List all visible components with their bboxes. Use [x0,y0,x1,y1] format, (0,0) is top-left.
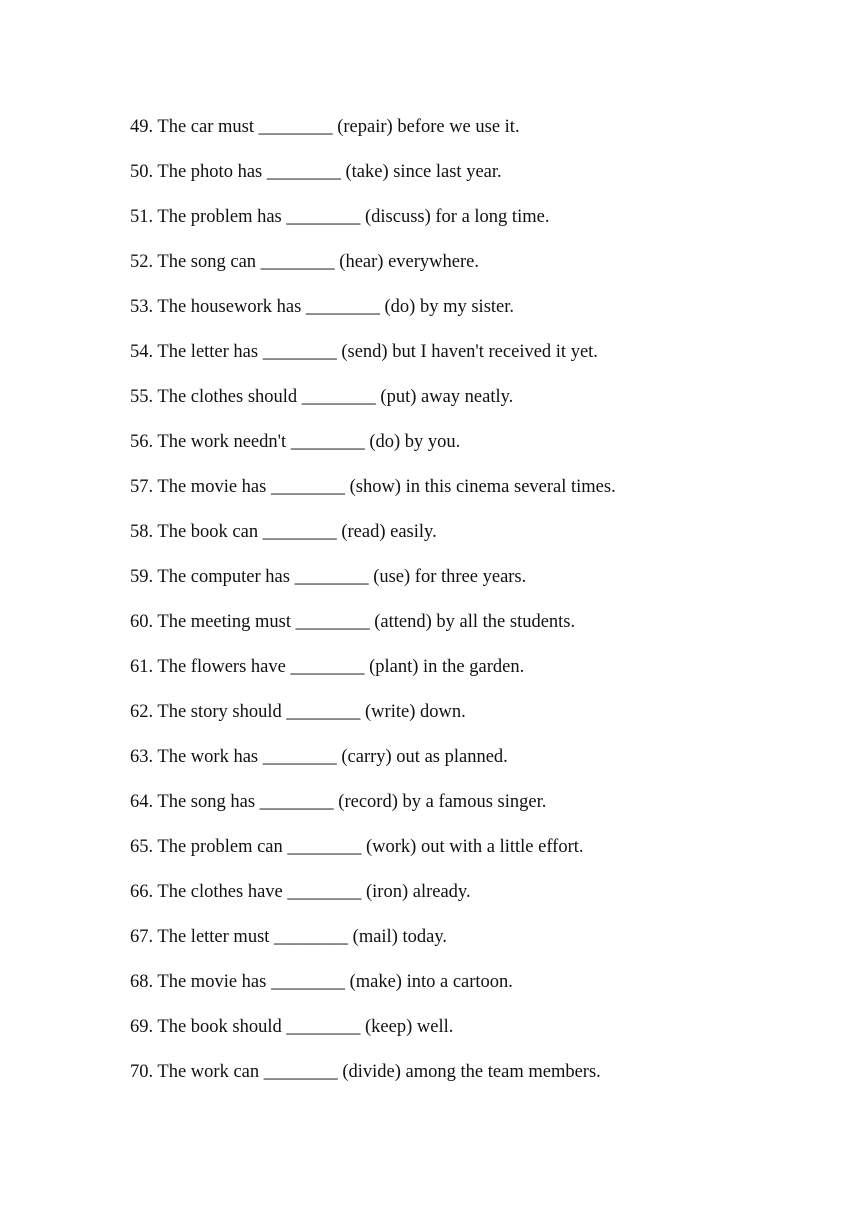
exercise-49: 49. The car must ________ (repair) before we use it. [130,117,520,137]
exercise-70: 70. The work can ________ (divide) among the team members. [130,1062,601,1082]
exercise-65: 65. The problem can ________ (work) out with a little effort. [130,837,584,857]
exercise-64: 64. The song has ________ (record) by a famous singer. [130,792,547,812]
exercise-55: 55. The clothes should ________ (put) away neatly. [130,387,514,407]
exercise-60: 60. The meeting must ________ (attend) by all the students. [130,612,576,632]
exercise-51: 51. The problem has ________ (discuss) for a long time. [130,207,550,227]
exercise-list [130,113,616,1103]
exercise-66: 66. The clothes have ________ (iron) already. [130,882,471,902]
exercise-59: 59. The computer has ________ (use) for three years. [130,567,527,587]
exercise-62: 62. The story should ________ (write) down. [130,702,466,722]
exercise-58: 58. The book can ________ (read) easily. [130,522,437,542]
exercise-57: 57. The movie has ________ (show) in this cinema several times. [130,477,616,497]
exercise-53: 53. The housework has ________ (do) by my sister. [130,297,515,317]
exercise-63: 63. The work has ________ (carry) out as planned. [130,747,508,767]
exercise-61: 61. The flowers have ________ (plant) in the garden. [130,657,525,677]
exercise-67: 67. The letter must ________ (mail) today. [130,927,448,947]
exercise-54: 54. The letter has ________ (send) but I haven't received it yet. [130,342,598,362]
exercise-68: 68. The movie has ________ (make) into a cartoon. [130,972,513,992]
exercise-50: 50. The photo has ________ (take) since last year. [130,162,502,182]
exercise-52: 52. The song can ________ (hear) everywhere. [130,252,479,272]
exercise-56: 56. The work needn't ________ (do) by you. [130,432,461,452]
exercise-69: 69. The book should ________ (keep) well. [130,1017,454,1037]
